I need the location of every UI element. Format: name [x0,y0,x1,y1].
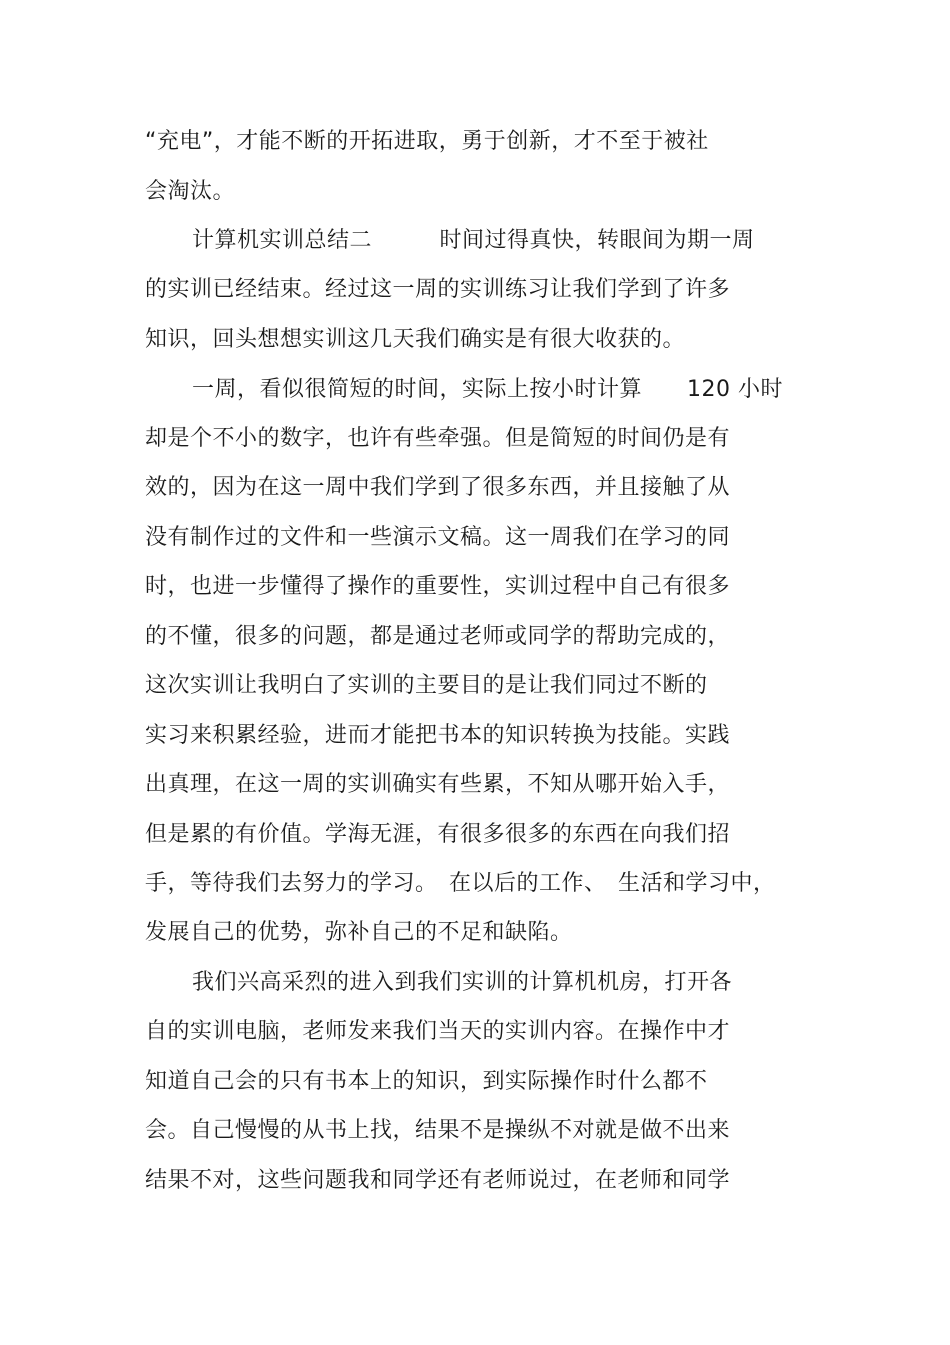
text-line-11: 的不懂，很多的问题，都是通过老师或同学的帮助完成的， [145,624,731,649]
text-line-4: 的实训已经结束。经过这一周的实训练习让我们学到了许多 [145,277,731,302]
text-line-16: 手，等待我们去努力的学习。 在以后的工作、 生活和学习中， [145,871,776,896]
text-line-14: 出真理，在这一周的实训确实有些累，不知从哪开始入手， [145,772,731,797]
text-line-21: 会。自己慢慢的从书上找，结果不是操纵不对就是做不出来 [145,1118,731,1143]
text-line-10: 时，也进一步懂得了操作的重要性，实训过程中自己有很多 [145,574,731,599]
text-line-15: 但是累的有价值。学海无涯，有很多很多的东西在向我们招 [145,822,731,847]
text-line-1: “充电”，才能不断的开拓进取，勇于创新，才不至于被社 [145,129,709,154]
text-line-2: 会淘汰。 [145,179,236,204]
text-line-12: 这次实训让我明白了实训的主要目的是让我们同过不断的 [145,673,708,698]
text-line-20: 知道自己会的只有书本上的知识，到实际操作时什么都不 [145,1069,708,1094]
text-line-3: 计算机实训总结二 时间过得真快，转眼间为期一周 [192,228,755,253]
text-line-6: 一周，看似很简短的时间，实际上按小时计算 120 小时 [192,377,783,402]
text-line-13: 实习来积累经验，进而才能把书本的知识转换为技能。实践 [145,723,731,748]
text-line-7: 却是个不小的数字，也许有些牵强。但是简短的时间仍是有 [145,426,731,451]
text-line-8: 效的，因为在这一周中我们学到了很多东西，并且接触了从 [145,475,731,500]
text-line-22: 结果不对，这些问题我和同学还有老师说过，在老师和同学 [145,1168,731,1193]
text-line-18: 我们兴高采烈的进入到我们实训的计算机机房，打开各 [192,970,733,995]
text-line-5: 知识，回头想想实训这几天我们确实是有很大收获的。 [145,327,686,352]
text-line-9: 没有制作过的文件和一些演示文稿。这一周我们在学习的同 [145,525,731,550]
text-line-19: 自的实训电脑，老师发来我们当天的实训内容。在操作中才 [145,1019,731,1044]
text-line-17: 发展自己的优势，弥补自己的不足和缺陷。 [145,920,573,945]
